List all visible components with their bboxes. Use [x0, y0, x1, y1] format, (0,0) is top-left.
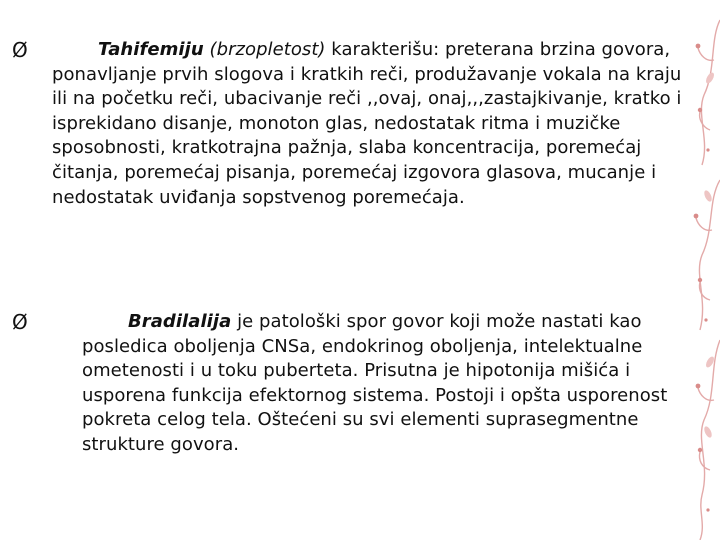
arrow-bullet-icon: Ø	[12, 310, 28, 334]
bullet-tahifemija	[12, 38, 692, 210]
bullet-body-text: karakterišu: preterana brzina govora, ponavljanje prvih slogova i kratkih reči, produžavanje vokala na kraju ili na početku reči, ubacivanje reči ,,ovaj, onaj,,,zastajkivanje, kratko i isprekidano disanje, monoton glas, nedostatak ritma i muzičke sposobnosti, kratkotrajna pažnja, slaba koncentracija, poremećaj čitanja, poremećaj pisanja, poremećaj izgovora glasova, mucanje i nedostatak uviđanja sopstvenog poremećaja.	[52, 39, 682, 208]
term-tahifemija: Tahifemiju	[98, 39, 204, 60]
term-bradilalija: Bradilalija	[128, 311, 232, 332]
bullet-text	[22, 38, 692, 210]
arrow-bullet-icon: Ø	[12, 38, 28, 62]
term-parenthetical: (brzopletost)	[209, 39, 326, 60]
bullet-bradilalija	[12, 310, 692, 458]
bullet-text	[52, 310, 692, 458]
bullet-body-text: je patološki spor govor koji može nastati kao posledica oboljenja CNSa, endokrinog oboljenja, intelektualne ometenosti i u toku puberteta. Prisutna je hipotonija mišića i usporena funkcija efektornog sistema. Postoji i opšta usporenost pokreta celog tela. Oštećeni su svi elementi suprasegmentne strukture govora.	[82, 311, 668, 455]
